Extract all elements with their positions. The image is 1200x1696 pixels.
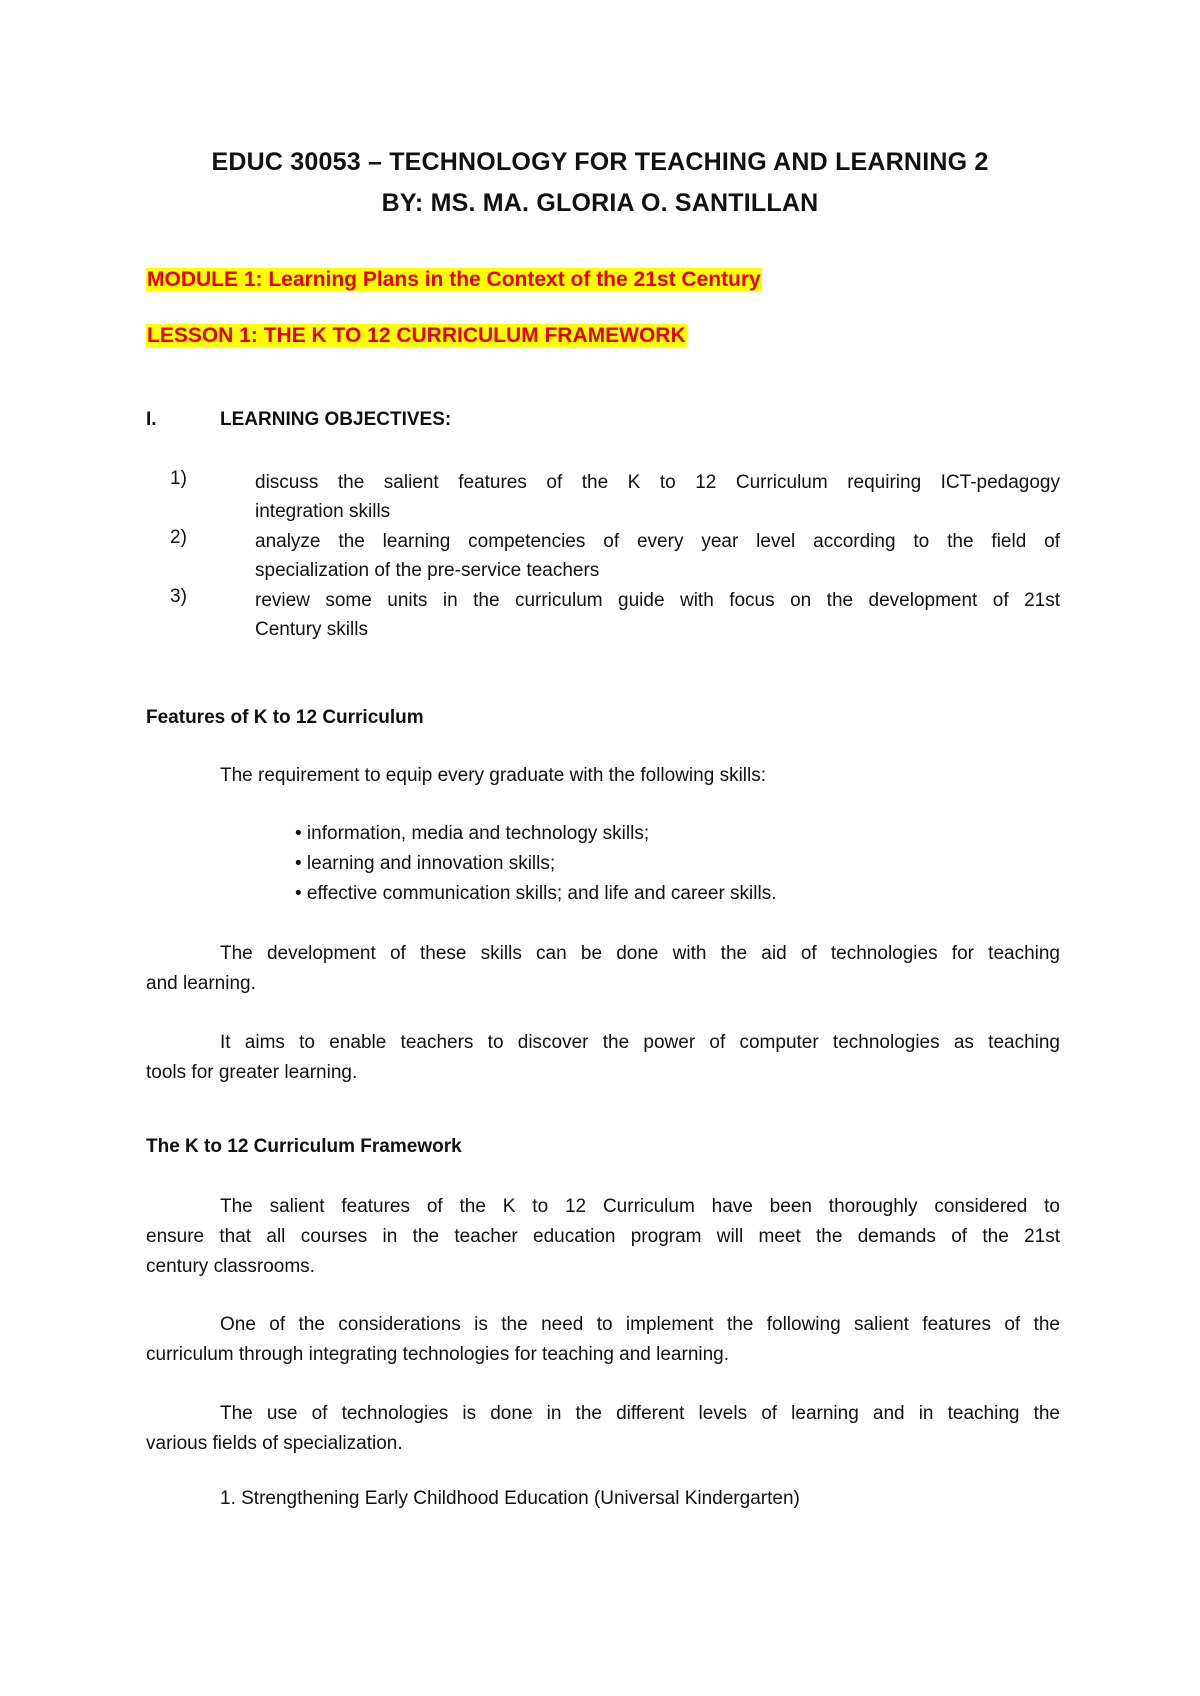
lesson-title-text: LESSON 1: THE K TO 12 CURRICULUM FRAMEWORK — [147, 324, 686, 347]
module-title-text: MODULE 1: Learning Plans in the Context of the 21st Century — [147, 268, 761, 291]
objective-text — [255, 586, 1060, 644]
objective-number: 3) — [170, 586, 187, 607]
document-title: EDUC 30053 – TECHNOLOGY FOR TEACHING AND LEARNING 2 — [211, 148, 989, 176]
module-title — [146, 268, 762, 292]
objective-line: specialization of the pre-service teachers — [255, 560, 600, 581]
features-intro: The requirement to equip every graduate with the following skills: — [220, 765, 767, 786]
objective-number: 2) — [170, 527, 187, 548]
paragraph-line: curriculum through integrating technologies for teaching and learning. — [146, 1344, 730, 1365]
paragraph — [146, 1399, 1060, 1459]
objective-line: analyze the learning competencies of every year level according to the field of — [255, 531, 1060, 552]
objective-line: Century skills — [255, 619, 368, 640]
paragraph — [146, 1028, 1060, 1088]
objective-line: discuss the salient features of the K to 12 Curriculum requiring ICT-pedagogy — [255, 472, 1060, 493]
paragraph-line: ensure that all courses in the teacher education program will meet the demands of the 21st — [146, 1226, 1060, 1247]
objective-line: integration skills — [255, 501, 391, 522]
paragraph-line: The use of technologies is done in the different levels of learning and in teaching the — [220, 1403, 1060, 1424]
objective-number: 1) — [170, 468, 187, 489]
document-author: BY: MS. MA. GLORIA O. SANTILLAN — [381, 189, 819, 217]
objective-line: review some units in the curriculum guide with focus on the development of 21st — [255, 590, 1060, 611]
numbered-item: 1. Strengthening Early Childhood Education (Universal Kindergarten) — [220, 1488, 800, 1509]
paragraph-line: and learning. — [146, 973, 256, 994]
paragraph-line: various fields of specialization. — [146, 1433, 403, 1454]
objective-text — [255, 527, 1060, 585]
paragraph-line: One of the considerations is the need to implement the following salient features of the — [220, 1314, 1060, 1335]
lesson-title — [146, 324, 687, 348]
bullet-item: • effective communication skills; and life and career skills. — [295, 883, 777, 904]
objective-text — [255, 468, 1060, 526]
bullet-item: • information, media and technology skills; — [295, 823, 650, 844]
paragraph — [146, 939, 1060, 999]
paragraph-line: The development of these skills can be done with the aid of technologies for teaching — [220, 943, 1060, 964]
paragraph — [146, 1192, 1060, 1282]
bullet-item: • learning and innovation skills; — [295, 853, 556, 874]
paragraph-line: century classrooms. — [146, 1256, 315, 1277]
objectives-heading: LEARNING OBJECTIVES: — [220, 409, 452, 430]
section-numeral: I. — [146, 409, 157, 430]
paragraph-line: It aims to enable teachers to discover the power of computer technologies as teaching — [220, 1032, 1060, 1053]
paragraph-line: The salient features of the K to 12 Curriculum have been thoroughly considered to — [220, 1196, 1060, 1217]
framework-heading: The K to 12 Curriculum Framework — [146, 1136, 462, 1157]
paragraph — [146, 1310, 1060, 1370]
features-heading: Features of K to 12 Curriculum — [146, 707, 424, 728]
paragraph-line: tools for greater learning. — [146, 1062, 358, 1083]
